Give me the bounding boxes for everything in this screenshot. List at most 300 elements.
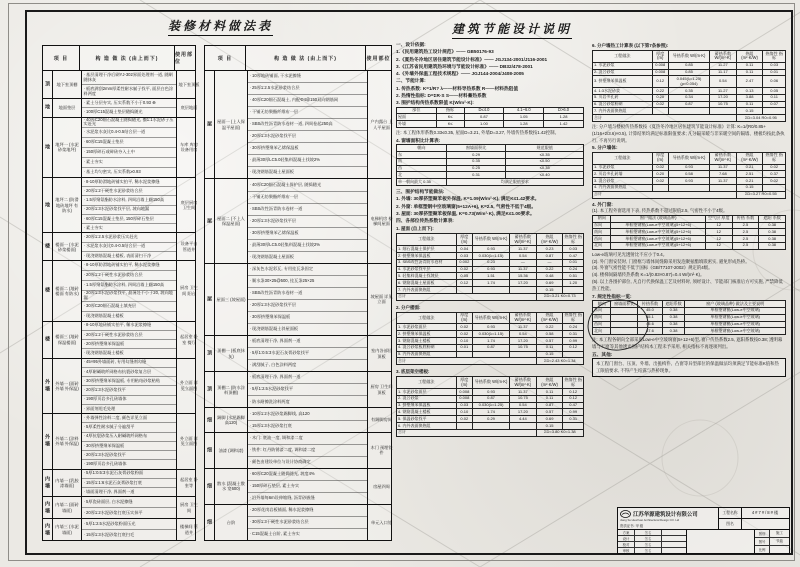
location-cell: 木门 预埋铁件 [370, 444, 393, 456]
material-table-header [43, 46, 195, 71]
party-floor-thermal-table [592, 41, 786, 124]
practice-items [248, 336, 368, 371]
table-cell: 0.01 [763, 69, 786, 76]
table-cell: 0.87 [473, 344, 510, 351]
material-table-right [204, 45, 392, 541]
column-header: 热惰性 指标 [564, 376, 582, 387]
table-cell: 0.22 [652, 88, 668, 95]
table-cell [510, 287, 537, 294]
table-cell: 2.47 [736, 76, 763, 88]
column-header: 部位 [397, 107, 437, 114]
material-section-row [205, 179, 391, 263]
footer-value: ΣD=3.21 K0=0.73 [536, 293, 583, 300]
k-limit-notes [396, 130, 584, 144]
overhead-floor-thermal-table [396, 367, 584, 438]
signature-grid [618, 530, 687, 553]
column-header: 蓄热系数 W/(m²·K) [510, 312, 537, 324]
table-cell: 0.20 [652, 171, 668, 178]
practice-item: · 板底满刮2mm厚柔性耐水腻子找平, 面层白色涂料两度 [83, 85, 174, 96]
window-intro-lines [592, 201, 786, 215]
party-floor-notes [592, 124, 786, 152]
table-cell: 1.74 [473, 409, 510, 416]
column-header: 热惰性 指标 [564, 312, 582, 323]
section-name-cell: 散水 (混凝土散水 宽600) [215, 469, 248, 504]
footer-value: 均满足限值要求 [446, 179, 583, 186]
category-cell: 地 [43, 178, 53, 233]
table-cell: 屋面 [397, 114, 437, 121]
practice-item: · 4厚耐碱玻纤网格布抗裂砂浆复合层 [82, 368, 176, 377]
project-fields [719, 508, 789, 529]
material-section-row [43, 497, 198, 519]
table-cell: 0.07 [763, 101, 786, 108]
table-cell: 0.15 [536, 287, 563, 294]
window-spec-table [592, 215, 786, 252]
table-cell: 0.38 [759, 229, 786, 236]
section-name-cell: 楼面一 (水泥砂浆楼面) [53, 233, 82, 260]
table-cell: 0.03 [563, 246, 584, 253]
practice-item: · 40厚C20细石混凝土, 内配Φ4@150双向钢筋网 [248, 95, 367, 107]
material-section-row [43, 99, 198, 118]
column-header: 传热 系数 [732, 215, 759, 222]
table-label: 1. 屋面 (自上而下): [396, 226, 434, 232]
table-cell [473, 351, 510, 358]
practice-item: · 墙面清理干净, 界面剂一道 [83, 488, 135, 494]
column-header: 厚度 (m) [456, 377, 472, 389]
column-header: 传热系数 [638, 301, 663, 308]
company-logo-icon [620, 510, 631, 518]
table-row [397, 324, 584, 331]
table-cell: 0.20 [652, 94, 668, 101]
practice-item: · 150厚碎石或碎砖夯入土中 [82, 148, 176, 158]
practice-item: · 外墙弹性涂料二度, 颜色详见立面 [82, 414, 176, 423]
table-cell: 11.37 [710, 178, 737, 185]
table-row [593, 101, 786, 108]
table-cell: 0.045(λ=1.25)(ρ=0.054) [668, 76, 709, 88]
energy-notes-title: 建筑节能设计说明 [452, 20, 572, 39]
practice-item: · 板底清理干净, 界面剂一道 [248, 336, 367, 348]
table-cell: 0.12 [456, 280, 472, 287]
table-cell: 0.58 [668, 171, 709, 178]
material-section-row [205, 505, 391, 540]
practice-item: · 界面剂甩毛处理 [83, 405, 116, 411]
section-name-cell: 屋面一 (上人保温平屋面) [215, 71, 248, 178]
practice-items [248, 179, 368, 262]
table-cell: 0.12 [563, 395, 584, 402]
location-cell: 坡屋面 详见立面 [370, 294, 393, 305]
title-block [617, 507, 790, 554]
category-cell: 顶 [205, 336, 215, 371]
table-row [397, 423, 584, 430]
column-header: 蓄热系数 W/(m²·K) [510, 234, 537, 246]
location-cell: 电梯机房 楼梯间屋面 [370, 215, 393, 227]
table-cell: — [536, 259, 563, 266]
drawing-meta-label: 比例 [755, 546, 770, 553]
table-cell: 0.03 [763, 62, 786, 69]
material-column-header: 构 造 做 法 (由上而下) [246, 46, 366, 70]
material-column-header: 项 目 [43, 46, 80, 70]
practice-items [248, 469, 368, 504]
table-cell: 0.93 [668, 164, 709, 171]
practice-item: · 10厚1:2水泥砂浆踢脚线, 高120 [248, 408, 367, 420]
company-name-cn: 江苏华源建筑设计有限公司 [633, 511, 698, 518]
table-cell [563, 351, 584, 358]
column-header: 指标 [436, 107, 464, 114]
practice-items [82, 470, 177, 497]
table-row [593, 88, 786, 95]
location-cell: 单元入口处 [371, 519, 392, 525]
table-row [397, 152, 584, 159]
practice-item: · 20厚1:2干硬性水泥砂浆结合层 [82, 271, 176, 281]
table-cell: 0.11 [536, 389, 563, 396]
signature-date-cell [662, 548, 686, 553]
column-header: 导热系数 W/(m·K) [473, 312, 510, 324]
text-line: 5. 分户墙体: [592, 145, 618, 151]
location-cell: 设备平台 管道井 [180, 241, 198, 252]
location-cell: 厨房 卫生间 阳台 [180, 285, 198, 296]
table-cell: 11.37 [710, 164, 737, 171]
text-line: 2.《夏热冬冷地区居住建筑节能设计标准》—— JGJ134-2001/J116-2001 [396, 56, 548, 62]
text-line: 注: 本工程各朝向全部采用Low-e中空玻璃窗(5+12+6)型, 窗户传热系数2.5, 遮阳系数按0.38; 透明幕墙与天窗等其他透光围护结构本工程未予采用, 相关指标不再逐项列出。 [592, 337, 783, 349]
section-name-cell: 地面垫层 [53, 99, 82, 117]
practice-item: · 20厚1:3水泥砂浆找平层, 坡向地漏 [82, 206, 176, 215]
column-header: 规范限值 [506, 145, 584, 152]
material-table-left [42, 45, 200, 541]
practice-item: · 150厚碎石垫层, 素土夯实 [248, 481, 367, 493]
table-row [397, 246, 584, 253]
table-cell: 0.01 [456, 344, 472, 351]
table-cell: 0.87 [473, 395, 510, 402]
table-cell: 3. SBS改性沥青防水卷材 [397, 259, 457, 266]
location-cell: 底层地面 [180, 105, 198, 111]
practice-items [82, 71, 177, 98]
table-cell: 1.00 [464, 121, 504, 128]
practice-item: · 防水耐擦洗涂料两度 [249, 398, 290, 404]
category-cell: 细 [205, 469, 215, 504]
category-cell: 屋 [205, 179, 215, 262]
table-row [397, 389, 584, 396]
data-table [396, 312, 584, 366]
drawing-meta-row [755, 538, 789, 546]
table-cell: 外墙 [397, 121, 437, 128]
table-cell: 0.24 [563, 266, 584, 273]
data-table [396, 233, 584, 300]
footer-value: ΣD=3.04 R0=0.95 [736, 115, 785, 122]
practice-item: · 30厚挤塑聚苯保温板, 专用粘结砂浆粘贴 [82, 377, 176, 386]
table-cell: 0.12 [652, 76, 668, 88]
table-header-row [397, 234, 584, 246]
section-name-cell: 顶棚一 (板底抹灰) [215, 336, 248, 371]
table-cell: 北 [397, 172, 447, 179]
footer-label: 单一朝向最大 0.35 [397, 179, 447, 186]
text-line: 二、节能计算: [396, 78, 426, 84]
text-line: 4. 窗墙面积比计算表: [396, 137, 441, 143]
table-header-row [593, 152, 786, 164]
table-row [593, 321, 786, 328]
practice-item: · 60厚C20混凝土随捣随光, 坡度4% [248, 469, 367, 481]
column-header: 蓄热系数 W/(m²·K) [510, 377, 537, 389]
table-cell: 1.74 [473, 338, 510, 345]
material-column-header: 构 造 做 法 (由上而下) [80, 46, 175, 70]
practice-item: · 20厚1:3水泥砂浆找平层 [248, 131, 367, 143]
company-name-en: Jiang Su HuaYuan Architectural Design CO. Ltd [620, 517, 680, 522]
signature-cell: 签名 [635, 530, 662, 535]
table-cell [510, 423, 537, 430]
practice-item: · 顺水条30×25@500, 挂瓦条25×25 [248, 276, 367, 288]
material-section-row [205, 372, 391, 408]
table-cell: 0.87 [464, 114, 504, 121]
text-line: 1. 外墙: 30厚挤塑聚苯板外保温, K=1.09(W/m²·K), 满足K≤1.42要求。 [396, 196, 540, 202]
table-cell [611, 328, 638, 335]
signature-date-cell [662, 536, 686, 541]
table-cell: 2.5 [732, 242, 759, 249]
practice-item: · 60厚C15混凝土垫层 [82, 138, 176, 148]
location-cell: 楼梯间 管道井 [180, 524, 198, 535]
table-cell: 单框塑钢窗(Low-e中空玻璃)(5+12+6) [611, 229, 705, 236]
table-cell: 2.5 [732, 222, 759, 229]
title-block-bottom [618, 530, 789, 553]
table-cell: 0.35 [446, 158, 506, 165]
table-cell: 0.31 [446, 172, 506, 179]
material-section-row [205, 433, 391, 469]
table-cell: 4.44 [510, 416, 537, 423]
column-header: 导热系数 W/(m·K) [668, 152, 709, 164]
text-line: 1.《民用建筑热工设计规范》—— GB50176-93 [396, 49, 494, 55]
practice-item: · 40厚C20细石混凝土随捣随光, 撒1:1水泥砂子压实赶光 [82, 118, 176, 129]
table-cell: 0.02 [652, 101, 668, 108]
energy-measures-lines [396, 188, 584, 224]
practice-item: · 30厚挤塑聚苯乙烯保温板 [248, 228, 367, 240]
practice-item: · 30厚C20细石混凝土填充层 [82, 302, 176, 312]
table-cell: 1.51 [473, 273, 510, 280]
section-name-cell: 内墙一 (乳胶漆墙面) [53, 470, 82, 497]
table-cell: 0.22 [536, 266, 563, 273]
category-cell: 内墙 [43, 470, 53, 497]
practice-item: · 板底清理干净, 界面剂一道 [248, 372, 367, 384]
table-cell: 0.38 [759, 222, 786, 229]
signature-role-label: 审核 [618, 548, 635, 553]
material-section-row [43, 116, 198, 178]
practice-item: · 5厚1:0.5:3水泥石灰膏砂浆找平 [248, 348, 367, 360]
practice-items [248, 433, 368, 468]
table-cell: 1. 细石混凝土保护层 [397, 246, 457, 253]
k-limit-table [396, 107, 584, 131]
practice-item: · 20厚1:3水泥砂浆找平 [82, 451, 176, 460]
project-name-label: 工程名称 [719, 508, 742, 518]
table-cell: 2.5 [732, 229, 759, 236]
table-row [397, 266, 584, 273]
category-cell: 屋 [205, 71, 215, 178]
table-cell: 11.17 [710, 69, 737, 76]
table-cell: 0.85 [668, 69, 709, 76]
section-name-cell: 台阶 [215, 505, 248, 540]
table-row [593, 164, 786, 171]
table-footer-row [397, 358, 584, 365]
footer-label: 合计 [593, 191, 737, 198]
practice-items [248, 264, 368, 335]
practice-item: · 现浇钢筋混凝土楼板 [83, 350, 124, 356]
table-footer-row [593, 115, 786, 122]
table-cell: 0.02 [456, 266, 472, 273]
table-cell [456, 287, 472, 294]
text-line: (3). 外窗气密性能不低于国标《GB/T7107-2002》规定的4级。 [592, 265, 713, 271]
table-cell: 10.75 [510, 395, 537, 402]
text-line: (5). 以上各围护部位, 凡自行代换保温工艺及材料时, 须经设计、节能部门核准后方可实施, 严禁降低热工性能。 [592, 279, 783, 291]
text-line: 4. 外门窗: [592, 201, 613, 207]
material-section-row [43, 71, 200, 99]
table-row [397, 273, 584, 280]
table-row [397, 331, 584, 338]
table-cell: 0.57 [536, 409, 563, 416]
table-cell [456, 423, 472, 430]
section-name-cell: 地坪一 (水泥砂浆地坪) [53, 118, 82, 177]
category-cell: 内墙 [43, 497, 53, 518]
table-cell: 0.15 [736, 108, 763, 115]
data-table [592, 300, 786, 335]
table-cell: 0.24 [563, 324, 584, 331]
practice-item: · 100厚C15混凝土垫层随捣随光 [83, 109, 143, 115]
table-cell: K≤ [436, 121, 464, 128]
column-header: 朝向 [593, 301, 611, 308]
text-line: 2. 外窗: 单框塑钢中空玻璃窗(5+12A+6), K=2.5, 气密性不低于4级。 [396, 203, 537, 209]
material-section-row [43, 261, 198, 321]
table-row [593, 62, 786, 69]
practice-item: · 8-10厚防滑地砖铺实拍平, 稀水泥浆擦缝 [82, 178, 176, 187]
table-cell: 0.12 [563, 344, 584, 351]
material-section-row [43, 470, 198, 498]
practice-item: · 20厚花岗岩板铺面, 稀水泥浆擦缝 [248, 505, 367, 517]
table-cell: 0.57 [536, 338, 563, 345]
table-cell: ≤0.35 [506, 165, 584, 172]
table-cell: 0.13 [736, 88, 763, 95]
table-cell: 0.02 [763, 164, 786, 171]
table-footer-row [397, 293, 584, 300]
text-line: 2. 热惰性指标: D=ΣR·S S——材料蓄热系数 [396, 92, 487, 98]
summary-notes [592, 337, 786, 358]
table-cell: 0.05 [763, 88, 786, 95]
table-row [593, 69, 786, 76]
table-cell: 7. 内外表面换热阻 [397, 287, 457, 294]
category-cell: 地 [43, 118, 53, 177]
practice-item: · 20厚1:2.5水泥砂浆压实赶光 [82, 233, 176, 242]
window-wall-ratio-table [396, 144, 584, 188]
drawing-meta-grid [755, 530, 789, 553]
table-cell: 0.15 [536, 351, 563, 358]
practice-item: · 最薄30厚LC5.0轻集料混凝土找坡2% [248, 155, 367, 167]
table-cell: 0.11 [763, 94, 786, 101]
table-cell: 0.22 [536, 324, 563, 331]
practice-items [248, 71, 368, 178]
category-cell: 内墙 [43, 519, 53, 540]
table-cell [763, 184, 786, 191]
table-cell: 0.11 [536, 344, 563, 351]
signature-row [618, 548, 686, 553]
table-cell: 11.37 [510, 389, 537, 396]
section-name-cell: 屋面三 (坡屋面) [215, 264, 248, 335]
table-footer-row [397, 179, 584, 186]
table-cell: 0.54 [710, 76, 737, 88]
table-cell: 0.11 [736, 101, 763, 108]
table-cell: 单框塑钢窗(Low-e中空玻璃)(5+12+6) [611, 242, 705, 249]
drawing-name-label: 图名 [719, 519, 742, 529]
table-cell: 0.99 [563, 409, 584, 416]
text-line: 五、其他: [592, 351, 613, 357]
category-cell: 细 [205, 505, 215, 540]
section-name-cell: 外墙一 (面砖外墙 外保温) [53, 359, 82, 414]
text-line: (2). 外门窗安装时, 门窗框与墙体间缝隙采用发泡聚氨酯填嵌密实, 避免形成热桥。 [592, 258, 750, 264]
summary-table-wrap [592, 300, 786, 337]
table-cell: 45.1 [638, 314, 663, 321]
table-cell: 0.87 [536, 253, 563, 260]
practice-item: · 20厚1:3水泥砂浆找平层 [248, 216, 367, 228]
location-cell: 户内露台 上人平屋面 [370, 119, 393, 130]
material-section-row [205, 336, 391, 372]
section-name-cell: 内墙二 (面砖墙面) [53, 497, 82, 518]
section-name-cell: 楼面三 (地砖保温楼面) [53, 322, 82, 358]
column-header: 热惰性 指标 [564, 233, 582, 244]
practice-item: · 颜色由建设单位与设计协商确定 [249, 458, 311, 464]
column-header: 4.1~6.0 [504, 107, 544, 114]
practice-item: · 1.5厚聚氨酯防水涂料, 四周沿墙上翻150高 [82, 281, 176, 291]
practice-item: · 20厚1:2干硬性水泥砂浆结合层 [82, 331, 176, 340]
table-cell: 3.88 [736, 94, 763, 101]
table-cell: 0.02 [456, 331, 472, 338]
practice-item: · 40厚C20细石混凝土保护层, 随捣随光 [248, 179, 367, 191]
table-cell: 0.38 [759, 236, 786, 243]
practice-items [82, 178, 177, 233]
location-cell: 外立面 详见立面图 [180, 380, 198, 391]
practice-items [82, 261, 177, 320]
table-cell: 0.04 [456, 246, 472, 253]
table-cell: 0.54 [510, 402, 537, 409]
text-line: 一、设计依据: [396, 42, 426, 47]
material-section-row [43, 359, 198, 415]
practice-item: · 30厚挤塑聚苯乙烯保温板 [248, 143, 367, 155]
table-row [593, 242, 786, 249]
table-cell: 5. 内外表面换热阻 [397, 351, 457, 358]
table-cell: 2. 页岩多孔砖墙 [593, 171, 653, 178]
table-cell: 0.93 [473, 266, 510, 273]
table-label: 3. 底层架空楼板: [396, 369, 430, 375]
column-header: D≤4.0 [464, 107, 504, 114]
text-line: (1). 本工程外窗选用下表, 传热系数不超过限值2.5, 气密性不小于4级。 [592, 207, 728, 213]
table-footer-row [593, 191, 786, 198]
practice-item: · 15厚1:1:6水泥石灰膏砂浆打底 [82, 479, 176, 488]
table-cell: 7.68 [710, 171, 737, 178]
table-row [397, 121, 584, 128]
table-cell: 11.27 [710, 88, 737, 95]
table-label: 6. 分户墙热工计算表 (以下第7条参照): [592, 43, 669, 48]
table-cell: 0.34 [668, 94, 709, 101]
practice-item: · 5厚1:2.5水泥砂浆粉面压光 [82, 519, 176, 530]
table-cell: 0.15 [536, 423, 563, 430]
table-cell: 5. 保温砂浆找平 [397, 416, 457, 423]
category-cell: 细 [205, 433, 215, 468]
column-header: 工程做法 [397, 377, 457, 389]
table-cell: 3. 混合砂浆 [593, 178, 653, 185]
category-cell: 屋 [205, 264, 215, 335]
signature-date-cell [662, 530, 686, 535]
practice-item: · 干铺无纺聚酯纤维布一层 [248, 107, 367, 119]
footer-label: 合计 [397, 358, 537, 365]
table-cell: — [510, 259, 537, 266]
practice-item: · 水泥浆水灰比0.4-0.5结合层一道 [82, 243, 176, 252]
column-header: 工程做法 [397, 312, 457, 324]
signature-role-label: 方案 [618, 530, 635, 535]
table-row [397, 351, 584, 358]
table-cell: 南向 [593, 314, 611, 321]
table-header-row [397, 107, 584, 114]
table-cell: 0.29 [446, 152, 506, 159]
